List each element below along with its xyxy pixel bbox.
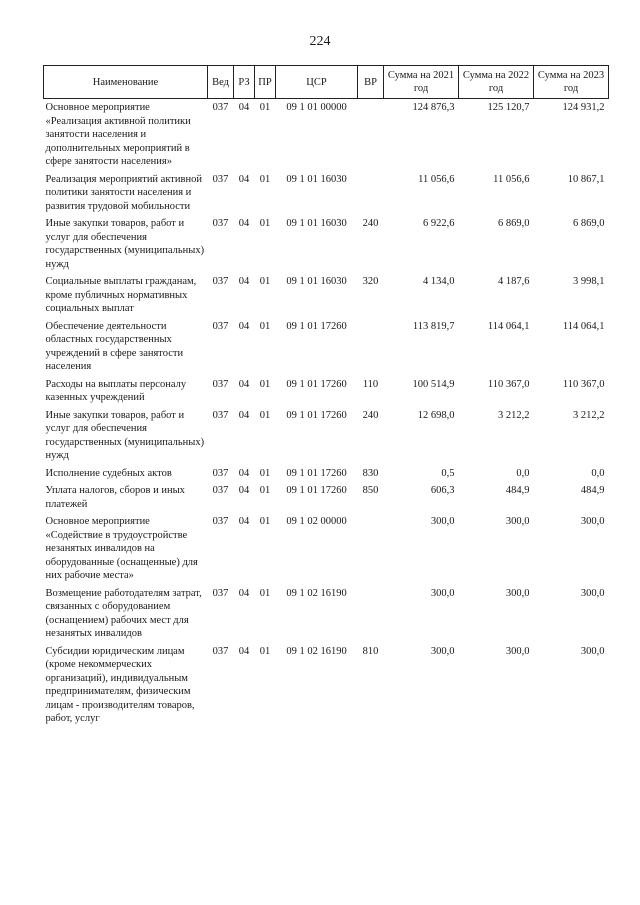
cell-rz: 04 [238,102,250,113]
header-csr: ЦСР [276,66,358,99]
cell-pr: 01 [259,378,271,390]
cell-sum-2022: 114 064,1 [487,320,530,332]
cell-rz: 04 [238,276,250,287]
cell-pr: 01 [259,276,271,287]
cell-rz: 04 [238,587,250,599]
cell-csr: 09 1 01 16030 [286,218,347,229]
cell-sum-2023: 6 869,0 [573,218,605,229]
cell-sum-2023: 110 367,0 [562,378,605,390]
table-row [44,645,609,730]
header-ved: Вед [208,66,234,99]
cell-rz: 04 [238,485,250,496]
cell-sum-2021: 0,5 [441,467,455,479]
cell-sum-2023: 300,0 [580,587,605,599]
cell-ved: 037 [212,467,229,479]
budget-table-container [43,65,608,730]
cell-name: Возмещение работодателям затрат, связанных с оборудованием (оснащением) рабочих мест для незанятых инвалидов [45,587,202,639]
cell-name: Основное мероприятие «Реализация активной политики занятости населения и дополнительных мероприятий в сфере занятости населения» [45,102,191,167]
page-number: 224 [309,34,331,49]
cell-csr: 09 1 01 16030 [286,173,347,185]
cell-sum-2021: 300,0 [430,587,455,599]
cell-pr: 01 [259,320,271,332]
cell-sum-2021: 4 134,0 [423,276,455,287]
cell-csr: 09 1 02 16190 [286,645,347,657]
cell-vr: 240 [362,409,379,421]
cell-ved: 037 [212,102,229,113]
cell-ved: 037 [212,320,229,332]
cell-sum-2022: 300,0 [505,645,530,657]
cell-csr: 09 1 02 16190 [286,587,347,599]
cell-csr: 09 1 01 00000 [286,102,347,113]
table-row [44,320,609,378]
table-row [44,99,609,173]
cell-sum-2022: 300,0 [505,587,530,599]
budget-table [43,65,609,730]
cell-vr: 320 [362,276,379,287]
cell-sum-2021: 12 698,0 [417,409,455,421]
cell-pr: 01 [259,409,271,421]
cell-pr: 01 [259,485,271,496]
cell-pr: 01 [259,645,271,657]
header-sum-2021: Сумма на 2021 год [384,66,459,99]
cell-rz: 04 [238,467,250,479]
cell-ved: 037 [212,485,229,496]
cell-name: Иные закупки товаров, работ и услуг для обеспечения государственных (муниципальных) нужд [45,218,205,270]
header-vr: ВР [358,66,384,99]
cell-csr: 09 1 02 00000 [286,516,347,527]
cell-name: Реализация мероприятий активной политики занятости населения и развития трудовой мобильности [45,173,202,212]
table-row [44,467,609,485]
cell-name: Субсидии юридическим лицам (кроме некоммерческих организаций), индивидуальным предпринимателям, физическим лицам - производителям товаров, работ, услуг [45,645,195,724]
cell-pr: 01 [259,587,271,599]
cell-sum-2022: 125 120,7 [487,102,530,113]
cell-sum-2021: 100 514,9 [412,378,455,390]
cell-pr: 01 [259,173,271,185]
header-sum-2023: Сумма на 2023 год [534,66,609,99]
cell-name: Исполнение судебных актов [45,467,172,479]
cell-sum-2023: 124 931,2 [562,102,605,113]
cell-sum-2021: 300,0 [430,516,455,527]
cell-sum-2021: 606,3 [430,485,455,496]
cell-pr: 01 [259,102,271,113]
cell-sum-2023: 114 064,1 [562,320,605,332]
cell-vr: 240 [362,218,379,229]
cell-sum-2021: 6 922,6 [423,218,455,229]
cell-ved: 037 [212,516,229,527]
cell-vr [358,320,384,378]
cell-vr: 850 [362,485,379,496]
cell-sum-2023: 0,0 [591,467,605,479]
cell-sum-2023: 3 998,1 [573,276,605,287]
table-row [44,587,609,645]
cell-pr: 01 [259,467,271,479]
cell-sum-2023: 300,0 [580,645,605,657]
header-pr: ПР [255,66,276,99]
cell-sum-2022: 110 367,0 [487,378,530,390]
cell-csr: 09 1 01 17260 [286,467,347,479]
cell-csr: 09 1 01 17260 [286,485,347,496]
header-name: Наименование [44,66,208,99]
cell-rz: 04 [238,378,250,390]
cell-vr: 110 [362,378,379,390]
cell-name: Социальные выплаты гражданам, кроме публичных нормативных социальных выплат [45,276,197,314]
cell-name: Уплата налогов, сборов и иных платежей [45,485,185,510]
cell-sum-2022: 300,0 [505,516,530,527]
cell-sum-2023: 300,0 [580,516,605,527]
header-sum-2022: Сумма на 2022 год [459,66,534,99]
cell-ved: 037 [212,587,229,599]
cell-vr: 830 [362,467,379,479]
cell-ved: 037 [212,173,229,185]
table-header [44,66,609,99]
cell-sum-2023: 484,9 [580,485,605,496]
cell-ved: 037 [212,409,229,421]
cell-pr: 01 [259,516,271,527]
cell-csr: 09 1 01 17260 [286,378,347,390]
cell-sum-2022: 0,0 [516,467,530,479]
cell-vr: 810 [362,645,379,657]
cell-sum-2023: 10 867,1 [567,173,605,185]
cell-sum-2022: 484,9 [505,485,530,496]
cell-rz: 04 [238,173,250,185]
cell-sum-2022: 3 212,2 [498,409,530,421]
cell-vr [358,587,384,645]
cell-name: Расходы на выплаты персоналу казенных учреждений [45,378,187,403]
cell-rz: 04 [238,645,250,657]
cell-ved: 037 [212,218,229,229]
cell-csr: 09 1 01 16030 [286,276,347,287]
cell-rz: 04 [238,409,250,421]
cell-csr: 09 1 01 17260 [286,320,347,332]
cell-ved: 037 [212,645,229,657]
cell-ved: 037 [212,276,229,287]
table-row [44,275,609,320]
table-row [44,515,609,587]
cell-name: Иные закупки товаров, работ и услуг для обеспечения государственных (муниципальных) нужд [45,409,205,461]
cell-sum-2021: 124 876,3 [412,102,455,113]
table-row [44,484,609,515]
cell-sum-2022: 6 869,0 [498,218,530,229]
cell-sum-2021: 11 056,6 [418,173,455,185]
cell-rz: 04 [238,516,250,527]
table-row [44,217,609,275]
header-rz: РЗ [234,66,255,99]
cell-sum-2022: 11 056,6 [493,173,530,185]
cell-csr: 09 1 01 17260 [286,409,347,421]
cell-ved: 037 [212,378,229,390]
cell-vr [358,99,384,173]
cell-rz: 04 [238,320,250,332]
cell-name: Обеспечение деятельности областных государственных учреждений в сфере занятости населения [45,320,184,372]
table-row [44,409,609,467]
cell-rz: 04 [238,218,250,229]
cell-vr [358,173,384,218]
table-row [44,173,609,218]
cell-pr: 01 [259,218,271,229]
cell-vr [358,515,384,587]
cell-sum-2023: 3 212,2 [573,409,605,421]
cell-sum-2022: 4 187,6 [498,276,530,287]
table-body [44,99,609,730]
cell-name: Основное мероприятие «Содействие в трудоустройстве незанятых инвалидов на оборудованные (оснащенные) для них рабочие места» [45,516,198,581]
table-row [44,378,609,409]
cell-sum-2021: 113 819,7 [412,320,455,332]
cell-sum-2021: 300,0 [430,645,455,657]
